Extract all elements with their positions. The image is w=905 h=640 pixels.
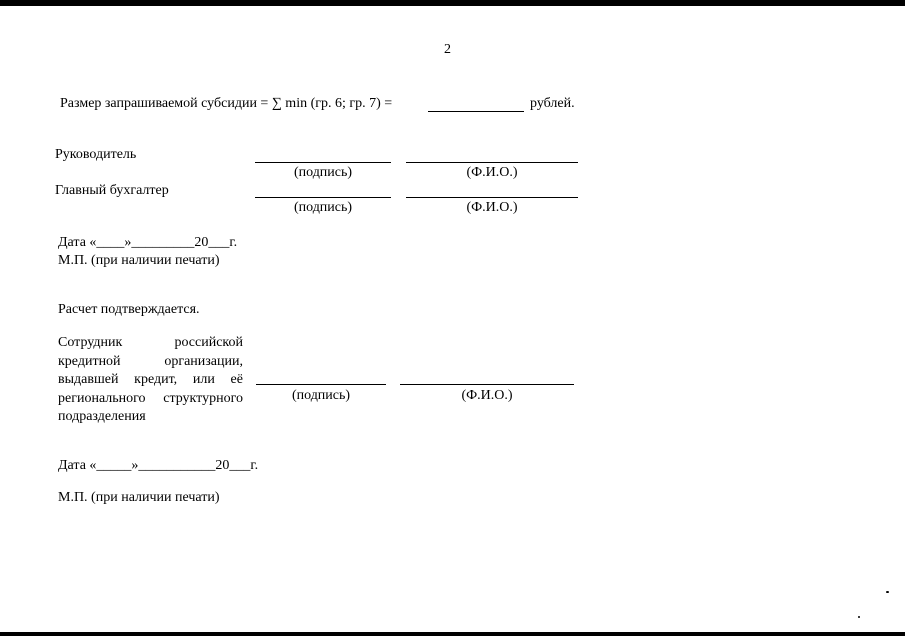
accountant-name-caption: (Ф.И.О.) [466,200,518,215]
subsidy-suffix: рублей. [530,96,575,111]
head-name-line [406,162,578,163]
stamp-line-1: М.П. (при наличии печати) [58,253,220,268]
stamp-line-2: М.П. (при наличии печати) [58,490,220,505]
bank-name-caption: (Ф.И.О.) [461,388,513,403]
confirmation-text: Расчет подтверждается. [58,302,200,317]
top-border [0,0,905,6]
date-line-2: Дата «_____»___________20___г. [58,458,259,473]
bank-employee-line-1: Сотрудник российской [58,335,243,350]
bank-employee-role [58,334,243,427]
subsidy-label: Размер запрашиваемой субсидии = ∑ min (гр. 6; гр. 7) = [60,96,393,111]
bank-signature-line [256,384,386,385]
accountant-role: Главный бухгалтер [55,183,169,198]
accountant-name-line [406,197,578,198]
accountant-signature-line [255,197,391,198]
bank-employee-line-3: выдавшей кредит, или её [58,372,243,387]
head-name-caption: (Ф.И.О.) [466,165,518,180]
bottom-border [0,632,905,636]
head-signature-line [255,162,391,163]
bank-employee-line-2: кредитной организации, [58,353,243,369]
bank-employee-line-4: регионального структурного [58,390,243,406]
head-signature-caption: (подпись) [293,165,353,180]
subsidy-amount-line [428,111,524,112]
bank-employee-line-5: подразделения [58,409,146,424]
head-role: Руководитель [55,147,137,162]
scan-speck [858,616,860,618]
accountant-signature-caption: (подпись) [293,200,353,215]
scan-speck [886,591,889,593]
page-number: 2 [444,42,451,57]
bank-name-line [400,384,574,385]
bank-signature-caption: (подпись) [291,388,351,403]
date-line-1: Дата «____»_________20___г. [58,235,238,250]
